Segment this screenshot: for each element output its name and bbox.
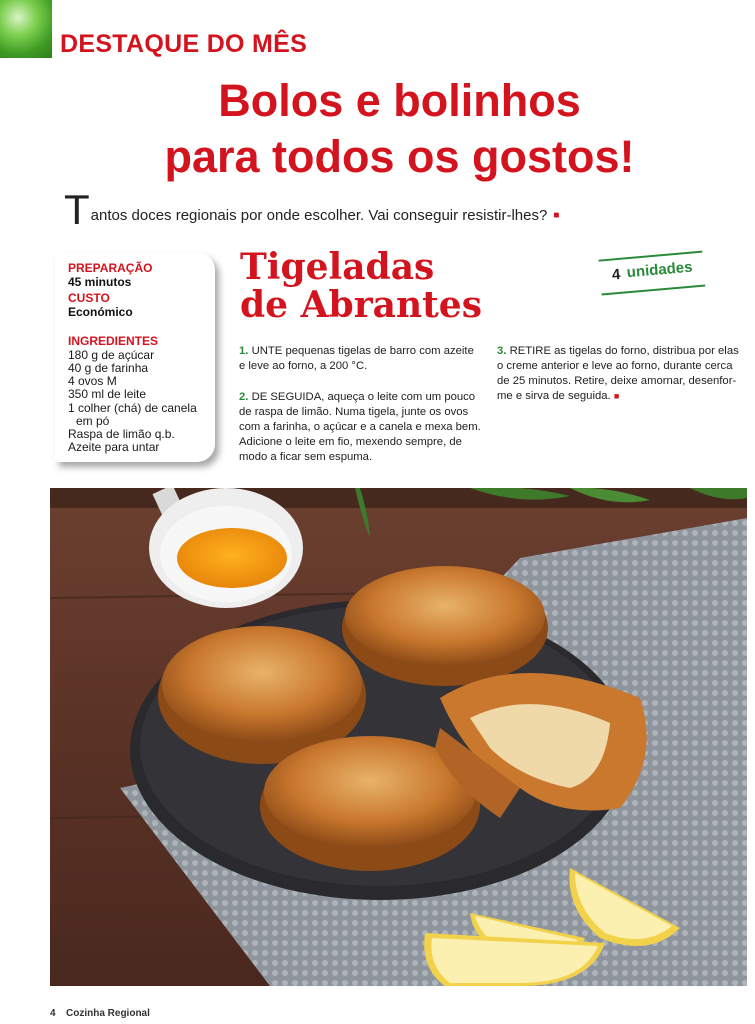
section-label: DESTAQUE DO MÊS: [60, 30, 308, 58]
corner-decoration: [0, 0, 52, 58]
recipe-title-line-2: de Abrantes: [240, 284, 482, 326]
prep-value: 45 minutos: [68, 275, 132, 289]
ingredient-item: Raspa de limão q.b.: [68, 427, 175, 441]
step-line: e leve ao forno, a 200 °C.: [239, 360, 368, 372]
prep-label: PREPARAÇÃO: [68, 261, 153, 275]
recipe-photo: [50, 488, 747, 986]
magazine-name: Cozinha Regional: [66, 1008, 150, 1019]
servings-number: 4: [611, 265, 621, 284]
badge-rule-bottom: [602, 284, 706, 295]
step-number: 1.: [239, 345, 249, 357]
cost-value: Económico: [68, 305, 133, 319]
ingredient-item: 350 ml de leite: [68, 387, 147, 401]
ingredients-label: INGREDIENTES: [68, 334, 159, 348]
recipe-title-line-1: Tigeladas: [240, 246, 435, 288]
headline-line-1: Bolos e bolinhos: [218, 75, 581, 126]
end-square-icon: ■: [553, 210, 560, 221]
step-line: UNTE pequenas tigelas de barro com azeite: [251, 345, 474, 357]
recipe-step-2: [239, 390, 483, 465]
step-line: DE SEGUIDA, aqueça o leite com um pouco: [251, 391, 476, 403]
headline-line-2: para todos os gostos!: [164, 131, 635, 182]
step-line: me e sirva de seguida.: [497, 390, 611, 402]
step-line: RETIRE as tigelas do forno, distribua por elas: [509, 345, 739, 357]
recipe-step-3: [497, 344, 741, 404]
intro-body: antos doces regionais por onde escolher. Vai conseguir resistir-lhes?: [90, 207, 548, 224]
step-line: o creme anterior e leve ao forno, durante cerca: [497, 360, 733, 372]
step-line: modo a ficar sem espuma.: [239, 451, 373, 463]
ingredient-item: Azeite para untar: [68, 440, 160, 454]
cost-label: CUSTO: [68, 291, 110, 305]
recipe-step-1: [239, 344, 483, 374]
step-number: 3.: [497, 345, 507, 357]
ingredient-item: em pó: [76, 414, 110, 428]
ingredient-item: 40 g de farinha: [68, 361, 149, 375]
servings-word: unidades: [626, 258, 694, 282]
end-square-icon: ■: [613, 391, 620, 401]
servings-badge: [599, 250, 708, 297]
intro-dropcap: T: [64, 186, 90, 233]
intro-text: [64, 186, 560, 233]
step-number: 2.: [239, 391, 249, 403]
ingredient-item: 4 ovos M: [68, 374, 117, 388]
ingredient-item: 180 g de açúcar: [68, 348, 155, 362]
step-line: Adicione o leite em fio, mexendo sempre, de: [239, 436, 462, 448]
tigeladas-photo-illustration: [50, 488, 747, 986]
step-line: de 25 minutos. Retire, deixe amornar, desenfor-: [497, 375, 737, 387]
page-number: 4: [50, 1008, 56, 1019]
step-line: de raspa de limão. Numa tigela, junte os ovos: [239, 406, 469, 418]
ingredient-item: 1 colher (chá) de canela: [68, 401, 197, 415]
step-line: com a farinha, o açúcar e a canela e mexa bem.: [239, 421, 481, 433]
